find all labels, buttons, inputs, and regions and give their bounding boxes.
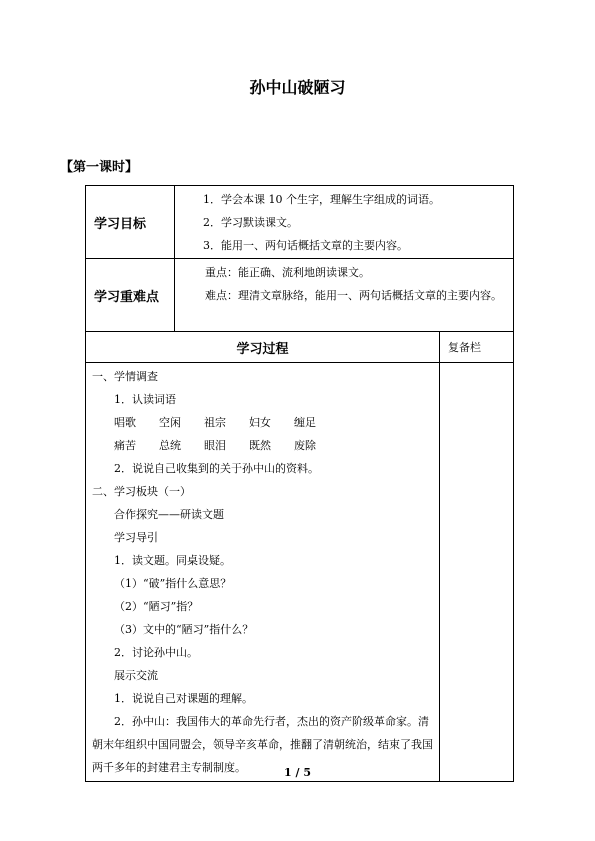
- words-row-2: [92, 434, 435, 457]
- question-1: （1）“破”指什么意思？: [114, 577, 232, 590]
- review-column: [440, 363, 514, 782]
- word: 总统: [159, 439, 181, 452]
- word: 既然: [249, 439, 271, 452]
- review-header: 复备栏: [440, 332, 514, 363]
- exchange-1: 1．说说自己对课题的理解。: [114, 692, 253, 705]
- part2-title: 二、学习板块（一）: [92, 485, 191, 498]
- goal-item: 3．能用一、两句话概括文章的主要内容。: [203, 239, 408, 252]
- word: 眼泪: [204, 439, 226, 452]
- question-3: （3）文中的“陋习”指什么？: [114, 623, 254, 636]
- lesson-table: [85, 185, 514, 782]
- word: 缠足: [294, 416, 316, 429]
- key-points-label: 学习重难点: [86, 259, 175, 332]
- page-number: 1 / 5: [284, 766, 311, 779]
- read-words: 1．认读词语: [114, 393, 176, 406]
- goal-item: 1．学会本课 10 个生字，理解生字组成的词语。: [203, 193, 440, 206]
- word: 妇女: [249, 416, 271, 429]
- exchange-2: 2．孙中山：我国伟大的革命先行者，杰出的资产阶级革命家。清朝末年组织中国同盟会，领导辛亥革命，推翻了清朝统治，结束了我国两千多年的封建君主专制制度。: [92, 715, 433, 774]
- process-header: 学习过程: [86, 332, 440, 363]
- word: 唱歌: [114, 416, 136, 429]
- key-points-row: [86, 259, 514, 332]
- key-points-content: [175, 259, 514, 332]
- document-title: 孙中山破陋习: [249, 78, 346, 97]
- word: 空闲: [159, 416, 181, 429]
- word: 祖宗: [204, 416, 226, 429]
- process-body-row: [86, 363, 514, 782]
- exchange-text: 展示交流: [114, 669, 158, 682]
- words-row-1: [92, 411, 435, 434]
- section-heading: 【第一课时】: [60, 160, 139, 175]
- process-header-row: [86, 332, 514, 363]
- difficulty-text: 难点：理清文章脉络，能用一、两句话概括文章的主要内容。: [205, 289, 502, 302]
- goals-content: [175, 186, 514, 259]
- guide-text: 学习导引: [114, 531, 158, 544]
- explore-text: 合作探究——研读文题: [114, 508, 224, 521]
- goal-item: 2．学习默读课文。: [203, 216, 298, 229]
- question-2: （2）“陋习”指？: [114, 600, 199, 613]
- step2-text: 2．讨论孙中山。: [114, 646, 198, 659]
- focus-text: 重点：能正确、流利地朗读课文。: [205, 266, 370, 279]
- process-content: [86, 363, 440, 782]
- goals-row: [86, 186, 514, 259]
- part1-title: 一、学情调查: [92, 370, 158, 383]
- word: 废除: [294, 439, 316, 452]
- collect-text: 2．说说自己收集到的关于孙中山的资料。: [114, 462, 319, 475]
- word: 痛苦: [114, 439, 136, 452]
- step1-text: 1．读文题。同桌设疑。: [114, 554, 231, 567]
- goals-label: 学习目标: [86, 186, 175, 259]
